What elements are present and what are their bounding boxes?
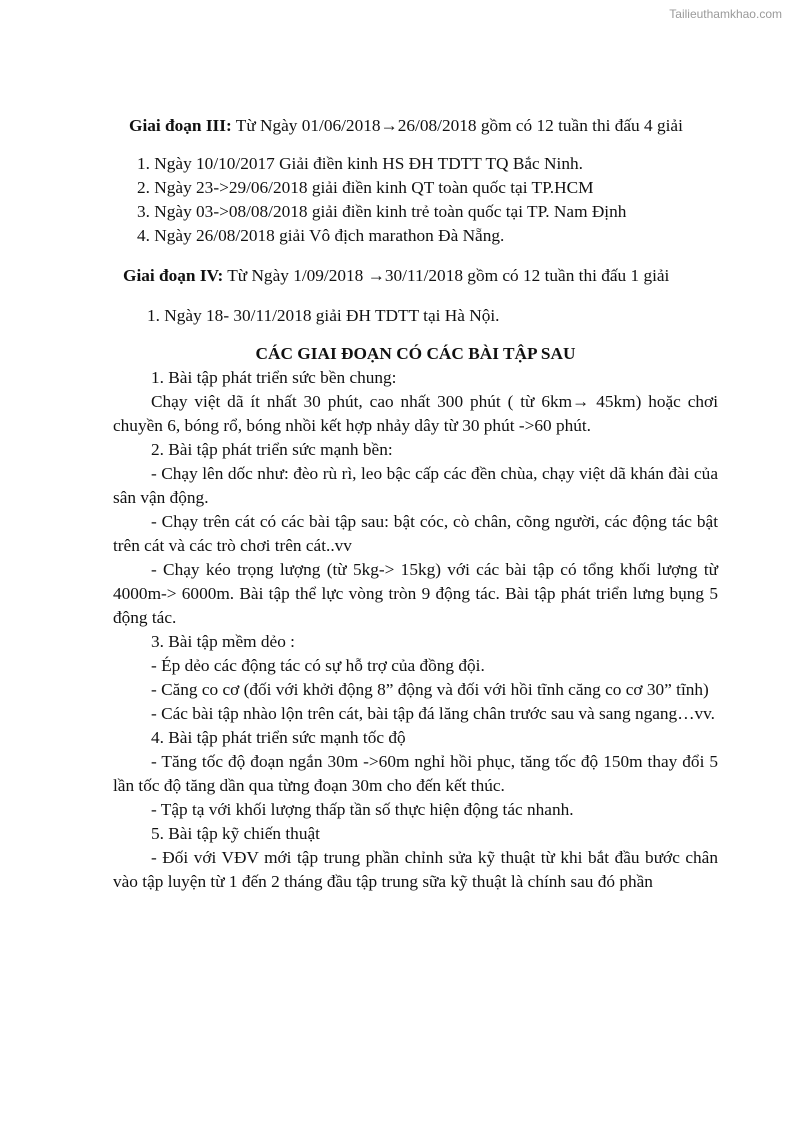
paragraph: - Chạy kéo trọng lượng (từ 5kg-> 15kg) với các bài tập có tổng khối lượng từ 4000m-> 6000m. Bài tập thể lực vòng tròn 9 động tác. Bài tập phát triển lưng bụng 5 động tác. xyxy=(113,560,718,627)
watermark: Tailieuthamkhao.com xyxy=(669,7,782,21)
list-item: 1. Ngày 10/10/2017 Giải điền kinh HS ĐH TDTT TQ Bắc Ninh. xyxy=(137,154,583,173)
list-item: 4. Ngày 26/08/2018 giải Vô địch marathon Đà Nẵng. xyxy=(137,226,505,245)
list-item: 1. Ngày 18- 30/11/2018 giải ĐH TDTT tại Hà Nội. xyxy=(147,306,500,325)
paragraph: - Các bài tập nhào lộn trên cát, bài tập đá lăng chân trước sau và sang ngang…vv. xyxy=(151,704,715,723)
paragraph: 4. Bài tập phát triển sức mạnh tốc độ xyxy=(151,728,406,747)
paragraph: - Tăng tốc độ đoạn ngắn 30m ->60m nghỉ hồi phục, tăng tốc độ 150m thay đổi 5 lần tốc độ tăng dần qua từng đoạn 30m cho đến kết thúc. xyxy=(113,752,718,795)
section-title: CÁC GIAI ĐOẠN CÓ CÁC BÀI TẬP SAU xyxy=(255,344,576,363)
paragraph: - Ép dẻo các động tác có sự hỗ trợ của đồng đội. xyxy=(151,656,485,675)
phase-4-text: Từ Ngày 1/09/2018 →30/11/2018 gồm có 12 tuần thi đấu 1 giải xyxy=(223,266,670,285)
list-item: 2. Ngày 23->29/06/2018 giải điền kinh QT toàn quốc tại TP.HCM xyxy=(137,178,594,197)
phase-3-heading xyxy=(129,114,718,138)
paragraph: 2. Bài tập phát triển sức mạnh bền: xyxy=(151,440,393,459)
paragraph: - Chạy lên dốc như: đèo rù rì, leo bậc cấp các đền chùa, chạy việt dã khán đài của sân vận động. xyxy=(113,464,718,507)
phase-4-heading xyxy=(123,264,718,288)
phase-4-list xyxy=(113,304,718,328)
paragraph: 1. Bài tập phát triển sức bền chung: xyxy=(151,368,397,387)
phase-3-list xyxy=(113,152,718,248)
paragraph: - Tập tạ với khối lượng thấp tần số thực hiện động tác nhanh. xyxy=(151,800,574,819)
phase-3-text: Từ Ngày 01/06/2018→26/08/2018 gồm có 12 tuần thi đấu 4 giải xyxy=(231,116,683,135)
document-page xyxy=(113,114,718,894)
paragraph: 3. Bài tập mềm dẻo : xyxy=(151,632,295,651)
paragraph: - Căng co cơ (đối với khởi động 8” động và đối với hồi tĩnh căng co cơ 30” tĩnh) xyxy=(151,680,709,699)
paragraph: - Chạy trên cát có các bài tập sau: bật cóc, cò chân, cõng người, các động tác bật trên cát và các trò chơi trên cát..vv xyxy=(113,512,718,555)
paragraph: - Đối với VĐV mới tập trung phần chỉnh sửa kỹ thuật từ khi bắt đầu bước chân vào tập luyện từ 1 đến 2 tháng đầu tập trung sữa kỹ thuật là chính sau đó phần xyxy=(113,848,718,891)
paragraph: 5. Bài tập kỹ chiến thuật xyxy=(151,824,320,843)
phase-4-label: Giai đoạn IV: xyxy=(123,266,224,285)
phase-3-label: Giai đoạn III: xyxy=(129,116,232,135)
list-item: 3. Ngày 03->08/08/2018 giải điền kinh trẻ toàn quốc tại TP. Nam Định xyxy=(137,202,627,221)
paragraph: Chạy việt dã ít nhất 30 phút, cao nhất 300 phút ( từ 6km→ 45km) hoặc chơi chuyền 6, bóng rổ, bóng nhồi kết hợp nhảy dây từ 30 phút ->60 phút. xyxy=(113,392,718,435)
